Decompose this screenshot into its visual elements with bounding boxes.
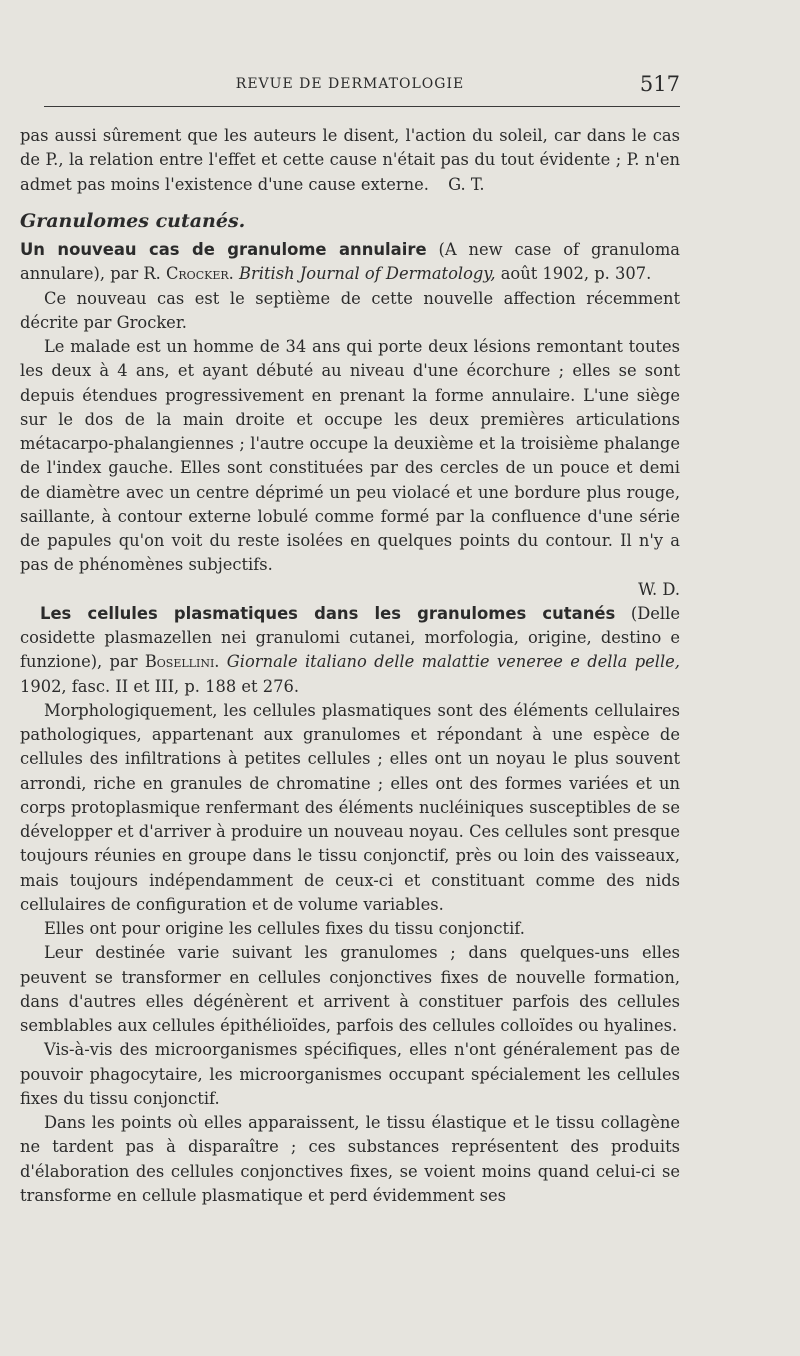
author-name: Bosellini. [144, 652, 220, 672]
paragraph: Dans les points où elles apparaissent, le tissu élastique et le tissu collagène ne tardent pas à disparaître ; ces substances représentent des produits d'élaboration des cellules conjonctives fixes, se voient moins quand celui-ci se transforme en cellule plasmatique et perd évidemment ses [20, 1113, 680, 1205]
paragraph: Vis-à-vis des microorganismes spécifiques, elles n'ont généralement pas de pouvoir phagocytaire, les microorganismes occupant spécialement les cellules fixes du tissu conjonctif. [20, 1040, 680, 1108]
paragraph: Elles ont pour origine les cellules fixes du tissu conjonctif. [44, 919, 525, 938]
journal-name: British Journal of Dermatology, [239, 264, 496, 284]
page-number: 517 [639, 72, 680, 96]
paragraph: Morphologiquement, les cellules plasmatiques sont des éléments cellulaires pathologiques, appartenant aux granulomes et répondant à une espèce de cellules des infiltrations à petites cellules ; elles ont un noyau le plus souvent arrondi, riche en granules de chromatine ; elles ont des formes variées et un corps protoplasmique renfermant des éléments nucléiniques susceptibles de se développer et d'arriver à produire un nouveau noyau. Ces cellules sont presque toujours réunies en groupe dans le tissu conjonctif, près ou loin des vaisseaux, mais toujours indépendamment de ceux-ci et constituant comme des nids cellulaires de configuration et de volume variables. [20, 700, 680, 914]
body-text [20, 124, 680, 1208]
reference-text: 1902, fasc. II et III, p. 188 et 276. [20, 676, 300, 696]
signature: G. T. [448, 174, 485, 194]
reference-text: août 1902, p. 307. [500, 264, 652, 284]
article-reference [20, 602, 680, 699]
paragraph: Leur destinée varie suivant les granulomes ; dans quelques-uns elles peuvent se transformer en cellules conjonctives fixes de nouvelle formation, dans d'autres elles dégénèrent et arrivent à constituer parfois des cellules semblables aux cellules épithélioïdes, parfois des cellules colloïdes ou hyalines. [20, 943, 680, 1035]
paragraph: Le malade est un homme de 34 ans qui porte deux lésions remontant toutes les deux à 4 ans, et ayant débuté au niveau d'une écorchure ; elles se sont depuis étendues progressivement en prenant la forme annulaire. L'une siège sur le dos de la main droite et occupe les deux premières articulations métacarpo-phalangiennes ; l'autre occupe la deuxième et la troisième phalange de l'index gauche. Elles sont constituées par des cercles de un pouce et demi de diamètre avec un centre déprimé un peu violacé et une bordure plus rouge, saillante, à contour externe lobulé comme formé par la confluence d'une série de papules qu'on voit du reste isolées en quelques points du contour. Il n'y a pas de phénomènes subjectifs. [20, 337, 680, 575]
running-title: REVUE DE DERMATOLOGIE [235, 76, 465, 92]
author-initial: R. [143, 264, 161, 284]
header-rule [44, 106, 680, 107]
paragraph: Ce nouveau cas est le septième de cette nouvelle affection récemment décrite par Grocker. [20, 288, 680, 332]
paragraph [20, 124, 680, 197]
reference-text: (Delle cosidette plasmazellen nei granulomi cutanei, morfologia, origine, destino e funzione), par [20, 603, 680, 672]
section-title: Granulomes cutanés. [20, 209, 246, 232]
reference-text: (A new case of granuloma annulare), par [20, 240, 680, 284]
page-header [20, 74, 680, 102]
paragraph-text: pas aussi sûrement que les auteurs le disent, l'action du soleil, car dans le cas de P., la relation entre l'effet et cette cause n'était pas du tout évidente ; P. n'en admet pas moins l'existence d'une cause externe. [20, 126, 680, 194]
author-name: Crocker. [165, 264, 234, 284]
article-title: Un nouveau cas de granulome annulaire [20, 240, 427, 259]
signature: W. D. [638, 579, 680, 599]
journal-name: Giornale italiano delle malattie veneree e della pelle, [226, 652, 680, 672]
article-title: Les cellules plasmatiques dans les granulomes cutanés [40, 603, 616, 623]
article-reference [20, 238, 680, 287]
